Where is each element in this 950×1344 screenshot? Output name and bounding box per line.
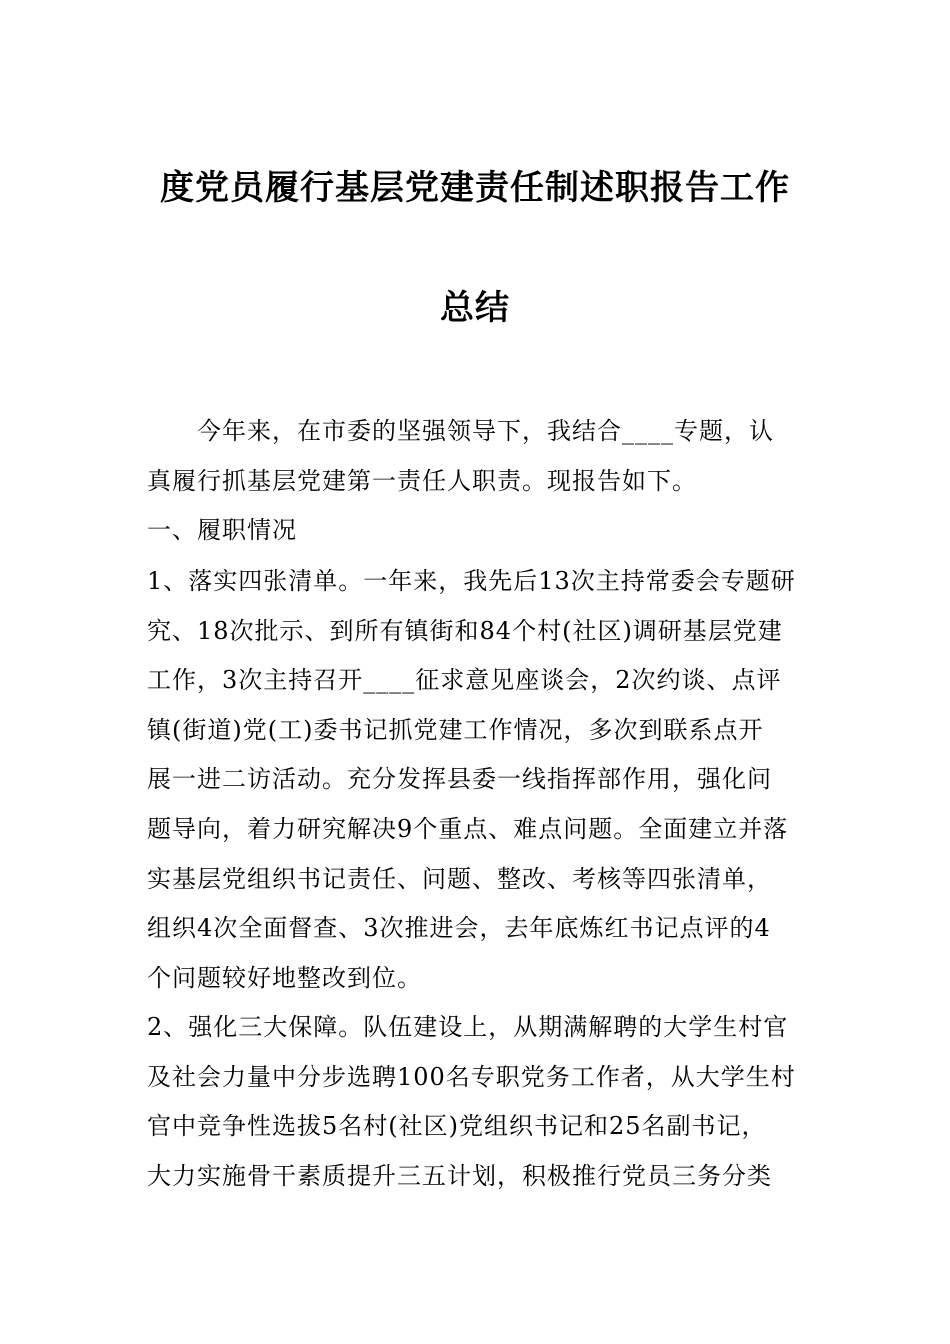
- body-line-1: 今年来，在市委的坚强领导下，我结合____专题，认: [147, 417, 774, 445]
- section-heading: 一、履职情况: [147, 516, 297, 544]
- body-line-13: 2、强化三大保障。队伍建设上，从期满解聘的大学生村官: [147, 1013, 789, 1041]
- body-line-11: 组织4次全面督查、3次推进会，去年底炼红书记点评的4: [147, 914, 771, 942]
- body-line-5: 究、18次批示、到所有镇街和84个村(社区)调研基层党建: [147, 617, 783, 645]
- body-line-2: 真履行抓基层党建第一责任人职责。现报告如下。: [147, 467, 697, 495]
- document-title-line-2: 总结: [440, 288, 510, 328]
- body-line-7: 镇(街道)党(工)委书记抓党建工作情况，多次到联系点开: [147, 716, 764, 744]
- body-line-9: 题导向，着力研究解决9个重点、难点问题。全面建立并落: [147, 815, 789, 843]
- body-line-16: 大力实施骨干素质提升三五计划，积极推行党员三务分类: [147, 1162, 772, 1190]
- body-line-15: 官中竞争性选拔5名村(社区)党组织书记和25名副书记，: [147, 1112, 767, 1140]
- document-title-line-1: 度党员履行基层党建责任制述职报告工作: [160, 168, 790, 208]
- body-line-10: 实基层党组织书记责任、问题、整改、考核等四张清单，: [147, 865, 772, 893]
- body-line-12: 个问题较好地整改到位。: [147, 964, 422, 992]
- body-line-6: 工作，3次主持召开____征求意见座谈会，2次约谈、点评: [147, 666, 782, 694]
- body-line-8: 展一进二访活动。充分发挥县委一线指挥部作用，强化问: [147, 765, 772, 793]
- body-line-4: 1、落实四张清单。一年来，我先后13次主持常委会专题研: [147, 567, 796, 595]
- body-line-14: 及社会力量中分步选聘100名专职党务工作者，从大学生村: [147, 1063, 796, 1091]
